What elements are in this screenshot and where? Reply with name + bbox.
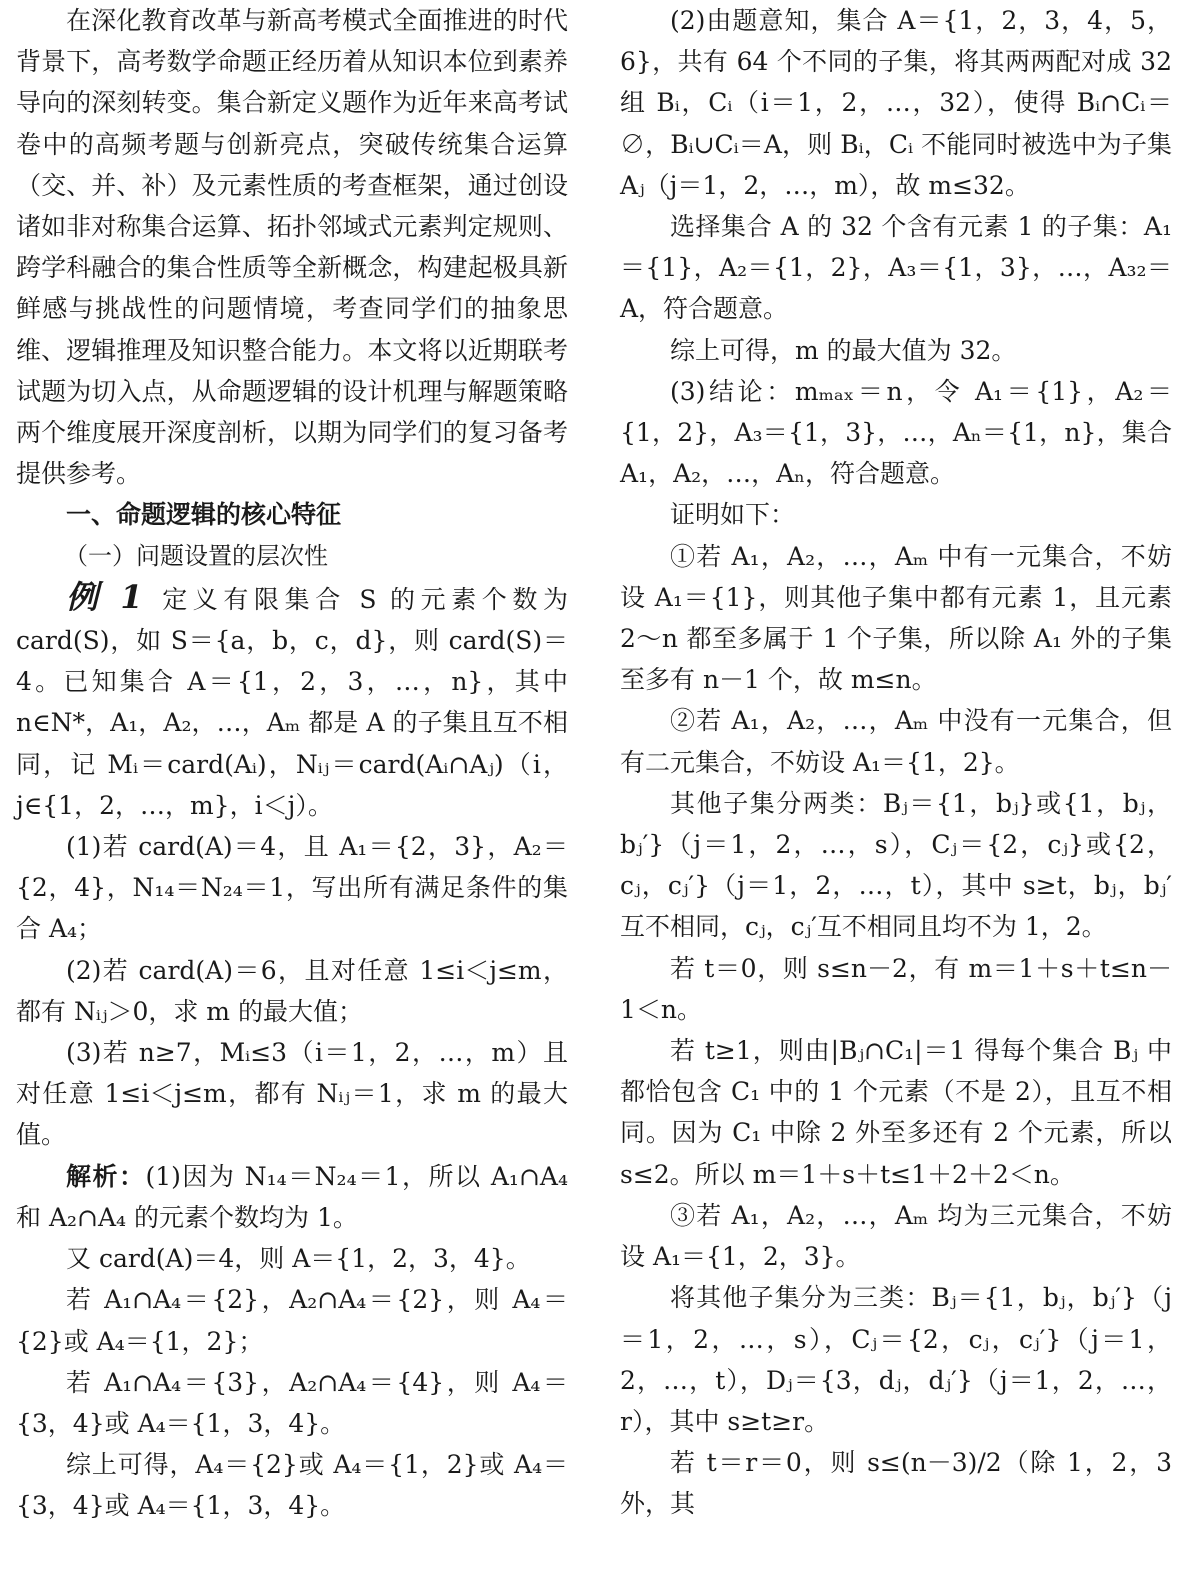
proof-case-1: ①若 A₁，A₂，…，Aₘ 中有一元集合，不妨设 A₁＝{1}，则其他子集中都有元素 1，且元素 2～n 都至多属于 1 个子集，所以除 A₁ 外的子集至多有 n－1 个，故 m≤n。 xyxy=(620,541,1172,695)
proof-case-2-t1: 若 t≥1，则由|Bⱼ∩C₁|＝1 得每个集合 Bⱼ 中都恰包含 C₁ 中的 1 个元素（不是 2），且互不相同。因为 C₁ 中除 2 外至多还有 2 个元素，所以 s≤2。所以 m＝1＋s＋t≤1＋2＋2＜n。 xyxy=(620,1036,1172,1189)
question-1: (1)若 card(A)＝4，且 A₁＝{2，3}，A₂＝{2，4}，N₁₄＝N₂₄＝1，写出所有满足条件的集合 A₄； xyxy=(16,832,568,944)
left-column xyxy=(16,0,568,1527)
analysis-paragraph xyxy=(16,1156,568,1238)
proof-case-3-t0: 若 t＝r＝0，则 s≤(n－3)/2（除 1，2，3 外，其 xyxy=(620,1448,1172,1519)
analysis-text: (1)因为 N₁₄＝N₂₄＝1，所以 A₁∩A₄ 和 A₂∩A₄ 的元素个数均为 1。 xyxy=(16,1161,568,1232)
solution-line-4: 综上可得，A₄＝{2}或 A₄＝{1，2}或 A₄＝{3，4}或 A₄＝{1，3，4}。 xyxy=(16,1450,568,1521)
proof-case-2-t0: 若 t＝0，则 s≤n－2，有 m＝1＋s＋t≤n－1＜n。 xyxy=(620,953,1172,1024)
solution-part-2-conclusion: 综上可得，m 的最大值为 32。 xyxy=(670,335,1017,365)
proof-case-2-classes: 其他子集分两类：Bⱼ＝{1，bⱼ}或{1，bⱼ，bⱼ′}（j＝1，2，…，s），Cⱼ＝{2，cⱼ}或{2，cⱼ，cⱼ′}（j＝1，2，…，t），其中 s≥t，bⱼ，bⱼ′互不相同，cⱼ，cⱼ′互不相同且均不为 1，2。 xyxy=(620,788,1172,942)
solution-part-2-choice: 选择集合 A 的 32 个含有元素 1 的子集：A₁＝{1}，A₂＝{1，2}，A₃＝{1，3}，…，A₃₂＝A，符合题意。 xyxy=(620,212,1172,324)
proof-intro: 证明如下： xyxy=(670,500,796,530)
solution-part-2: (2)由题意知，集合 A＝{1，2，3，4，5，6}，共有 64 个不同的子集，将其两两配对成 32 组 Bᵢ，Cᵢ（i＝1，2，…，32），使得 Bᵢ∩Cᵢ＝∅，Bᵢ∪Cᵢ＝A，则 Bᵢ，Cᵢ 不能同时被选中为子集 Aⱼ（j＝1，2，…，m），故 m≤32。 xyxy=(620,6,1172,200)
solution-line-1: 又 card(A)＝4，则 A＝{1，2，3，4}。 xyxy=(66,1244,531,1274)
proof-case-3-classes: 将其他子集分为三类：Bⱼ＝{1，bⱼ，bⱼ′}（j＝1，2，…，s），Cⱼ＝{2，cⱼ，cⱼ′}（j＝1，2，…，t），Dⱼ＝{3，dⱼ，dⱼ′}（j＝1，2，…，r），其中 s≥t≥r。 xyxy=(620,1283,1172,1436)
solution-line-3: 若 A₁∩A₄＝{3}，A₂∩A₄＝{4}，则 A₄＝{3，4}或 A₄＝{1，3，4}。 xyxy=(16,1367,568,1438)
example-label: 例 1 xyxy=(66,577,143,616)
analysis-label: 解析： xyxy=(66,1161,146,1191)
subsection-heading: （一）问题设置的层次性 xyxy=(64,541,328,570)
proof-case-3: ③若 A₁，A₂，…，Aₘ 均为三元集合，不妨设 A₁＝{1，2，3}。 xyxy=(620,1200,1172,1272)
section-heading: 一、命题逻辑的核心特征 xyxy=(66,500,342,530)
right-column xyxy=(620,0,1172,1525)
proof-case-2: ②若 A₁，A₂，…，Aₘ 中没有一元集合，但有二元集合，不妨设 A₁＝{1，2}。 xyxy=(620,706,1172,777)
example-text: 定义有限集合 S 的元素个数为 card(S)，如 S＝{a，b，c，d}，则 card(S)＝4。已知集合 A＝{1，2，3，…，n}，其中 n∈N*，A₁，A₂，…，Aₘ 都是 A 的子集且互不相同，记 Mᵢ＝card(Aᵢ)，Nᵢⱼ＝card(Aᵢ∩Aⱼ)（i，j∈{1，2，…，m}，i＜j）。 xyxy=(16,584,568,820)
intro-paragraph: 在深化教育改革与新高考模式全面推进的时代背景下，高考数学命题正经历着从知识本位到素养导向的深刻转变。集合新定义题作为近年来高考试卷中的高频考题与创新亮点，突破传统集合运算（交、并、补）及元素性质的考查框架，通过创设诸如非对称集合运算、拓扑邻域式元素判定规则、跨学科融合的集合性质等全新概念，构建起极具新鲜感与挑战性的问题情境，考查同学们的抽象思维、逻辑推理及知识整合能力。本文将以近期联考试题为切入点，从命题逻辑的设计机理与解题策略两个维度展开深度剖析，以期为同学们的复习备考提供参考。 xyxy=(16,6,568,489)
question-3: (3)若 n≥7，Mᵢ≤3（i＝1，2，…，m）且对任意 1≤i＜j≤m，都有 Nᵢⱼ＝1，求 m 的最大值。 xyxy=(16,1038,568,1150)
question-2: (2)若 card(A)＝6，且对任意 1≤i＜j≤m，都有 Nᵢⱼ＞0，求 m 的最大值； xyxy=(16,955,568,1026)
solution-part-3: (3)结论：mₘₐₓ＝n，令 A₁＝{1}，A₂＝{1，2}，A₃＝{1，3}，…，Aₙ＝{1，n}，集合 A₁，A₂，…，Aₙ，符合题意。 xyxy=(620,376,1172,489)
example-paragraph xyxy=(16,577,568,826)
solution-line-2: 若 A₁∩A₄＝{2}，A₂∩A₄＝{2}，则 A₄＝{2}或 A₄＝{1，2}； xyxy=(16,1285,568,1356)
